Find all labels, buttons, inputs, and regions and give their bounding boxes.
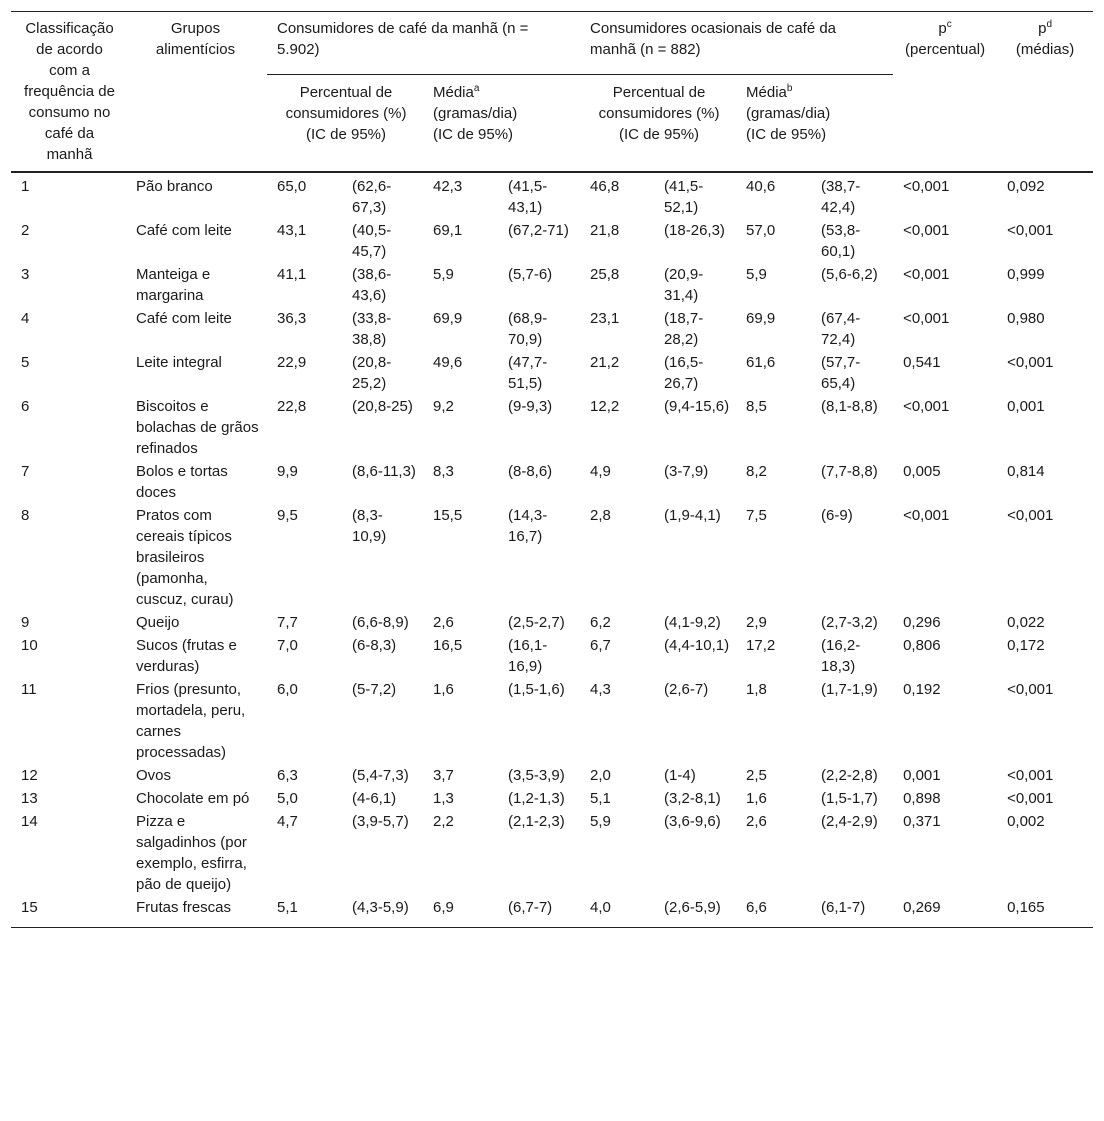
rank-cell: 15 [21, 899, 38, 916]
breakfast-pct-cell: 6,0 [277, 681, 298, 698]
breakfast-mean-ci-cell: (6,7-7) [508, 899, 553, 916]
breakfast-pct-cell: 7,0 [277, 637, 298, 654]
breakfast-pct-cell: 65,0 [277, 178, 307, 195]
breakfast-pct-cell: 6,3 [277, 767, 298, 784]
occasional-mean-cell: 2,5 [746, 767, 767, 784]
p-percentual-cell: 0,005 [903, 463, 941, 480]
p-percentual-cell: 0,192 [903, 681, 941, 698]
food-group-cell: Queijo [136, 614, 180, 631]
breakfast-pct-ci-cell: (5,4-7,3) [352, 767, 409, 784]
p-percentual-cell: 0,296 [903, 614, 941, 631]
occasional-pct-ci-cell: (16,5-26,7) [664, 354, 704, 392]
rank-cell: 9 [21, 614, 30, 631]
breakfast-mean-ci-cell: (67,2-71) [508, 222, 569, 239]
header-occasional-mean [736, 74, 893, 172]
breakfast-mean-ci-cell: (47,7-51,5) [508, 354, 548, 392]
rank-cell: 5 [21, 354, 30, 371]
table-row [11, 611, 1093, 634]
occasional-pct-ci-cell: (1-4) [664, 767, 696, 784]
breakfast-mean-cell: 5,9 [433, 266, 454, 283]
breakfast-pct-ci-cell: (20,8-25,2) [352, 354, 392, 392]
rank-cell: 2 [21, 222, 30, 239]
occasional-pct-ci-cell: (2,6-7) [664, 681, 709, 698]
rank-cell: 10 [21, 637, 38, 654]
p-medias-cell: 0,022 [1007, 614, 1045, 631]
breakfast-pct-cell: 43,1 [277, 222, 307, 239]
breakfast-pct-cell: 9,5 [277, 507, 298, 524]
table-row [11, 172, 1093, 219]
breakfast-pct-ci-cell: (3,9-5,7) [352, 813, 409, 830]
p-percentual-label: (percentual) [905, 41, 986, 58]
occasional-pct-cell: 23,1 [590, 310, 620, 327]
occasional-pct-ci-cell: (3,2-8,1) [664, 790, 721, 807]
breakfast-pct-ci-cell: (6-8,3) [352, 637, 397, 654]
occasional-mean-cell: 2,9 [746, 614, 767, 631]
occasional-mean-cell: 1,6 [746, 790, 767, 807]
p-percentual-cell: <0,001 [903, 178, 950, 195]
header-p-medias [997, 12, 1093, 173]
food-group-cell: Sucos (frutas e verduras) [136, 637, 237, 675]
rank-cell: 3 [21, 266, 30, 283]
breakfast-pct-ci-cell: (8,3-10,9) [352, 507, 387, 545]
p-medias-cell: 0,002 [1007, 813, 1045, 830]
occasional-pct-cell: 21,8 [590, 222, 620, 239]
p-percentual-cell: <0,001 [903, 310, 950, 327]
occasional-pct-cell: 46,8 [590, 178, 620, 195]
breakfast-pct-ci-cell: (8,6-11,3) [352, 463, 416, 480]
breakfast-mean-cell: 69,1 [433, 222, 463, 239]
breakfast-mean-footnote: a [473, 82, 480, 94]
occasional-mean-ci-cell: (57,7-65,4) [821, 354, 861, 392]
p-medias-cell: 0,814 [1007, 463, 1045, 480]
header-breakfast-pct: Percentual de consumidores (%) (IC de 95%) [285, 83, 407, 143]
breakfast-mean-ci-cell: (3,5-3,9) [508, 767, 565, 784]
p-medias-footnote: d [1046, 19, 1053, 30]
p-medias-cell: 0,172 [1007, 637, 1045, 654]
breakfast-pct-cell: 41,1 [277, 266, 307, 283]
breakfast-mean-cell: 1,3 [433, 790, 454, 807]
header-breakfast-consumers: Consumidores de café da manhã (n = 5.902) [267, 12, 580, 75]
breakfast-mean-ci-cell: (9-9,3) [508, 398, 553, 415]
occasional-pct-cell: 5,1 [590, 790, 611, 807]
occasional-mean-ci-cell: (6,1-7) [821, 899, 866, 916]
occasional-pct-ci-cell: (2,6-5,9) [664, 899, 721, 916]
occasional-mean-word: Média [746, 83, 787, 101]
table-row [11, 504, 1093, 611]
p-percentual-cell: <0,001 [903, 507, 950, 524]
occasional-mean-cell: 1,8 [746, 681, 767, 698]
table-row [11, 678, 1093, 764]
rank-cell: 11 [21, 681, 37, 698]
food-group-cell: Manteiga e margarina [136, 266, 211, 304]
breakfast-pct-ci-cell: (33,8-38,8) [352, 310, 392, 348]
breakfast-mean-ci-cell: (1,5-1,6) [508, 681, 565, 698]
table-row [11, 896, 1093, 928]
occasional-pct-ci-cell: (20,9-31,4) [664, 266, 704, 304]
food-group-cell: Chocolate em pó [136, 790, 250, 807]
breakfast-mean-word: Média [433, 83, 474, 101]
p-percentual-cell: <0,001 [903, 222, 950, 239]
breakfast-pct-cell: 22,9 [277, 354, 307, 371]
breakfast-food-groups-table [11, 11, 1093, 928]
occasional-mean-ci-cell: (2,4-2,9) [821, 813, 878, 830]
p-percentual-cell: 0,806 [903, 637, 941, 654]
p-medias-cell: <0,001 [1007, 767, 1054, 784]
occasional-mean-rest: (gramas/dia) (IC de 95%) [746, 104, 831, 143]
occasional-mean-cell: 61,6 [746, 354, 776, 371]
p-percentual-cell: 0,898 [903, 790, 941, 807]
header-rank: Classificação de acordo com a frequência de consumo no café da manhã [24, 20, 115, 163]
breakfast-pct-ci-cell: (4,3-5,9) [352, 899, 409, 916]
p-medias-cell: 0,980 [1007, 310, 1045, 327]
occasional-pct-cell: 25,8 [590, 266, 620, 283]
breakfast-pct-ci-cell: (38,6-43,6) [352, 266, 392, 304]
breakfast-pct-cell: 5,0 [277, 790, 298, 807]
occasional-pct-cell: 4,9 [590, 463, 611, 480]
food-group-cell: Frios (presunto, mortadela, peru, carnes processadas) [136, 681, 246, 761]
breakfast-mean-cell: 49,6 [433, 354, 463, 371]
breakfast-mean-cell: 15,5 [433, 507, 463, 524]
breakfast-mean-cell: 3,7 [433, 767, 454, 784]
occasional-mean-ci-cell: (5,6-6,2) [821, 266, 878, 283]
rank-cell: 13 [21, 790, 38, 807]
food-group-cell: Pão branco [136, 178, 213, 195]
rank-cell: 1 [21, 178, 30, 195]
breakfast-pct-cell: 4,7 [277, 813, 298, 830]
occasional-pct-cell: 21,2 [590, 354, 620, 371]
occasional-mean-ci-cell: (8,1-8,8) [821, 398, 878, 415]
p-medias-cell: 0,092 [1007, 178, 1045, 195]
breakfast-pct-cell: 36,3 [277, 310, 307, 327]
occasional-pct-ci-cell: (9,4-15,6) [664, 398, 730, 415]
occasional-mean-cell: 69,9 [746, 310, 776, 327]
p-medias-cell: <0,001 [1007, 681, 1054, 698]
rank-cell: 6 [21, 398, 30, 415]
occasional-pct-ci-cell: (3,6-9,6) [664, 813, 721, 830]
breakfast-mean-rest: (gramas/dia) (IC de 95%) [433, 104, 518, 143]
occasional-mean-ci-cell: (2,7-3,2) [821, 614, 878, 631]
p-medias-cell: <0,001 [1007, 222, 1054, 239]
rank-cell: 4 [21, 310, 30, 327]
occasional-mean-cell: 7,5 [746, 507, 767, 524]
breakfast-mean-ci-cell: (2,5-2,7) [508, 614, 565, 631]
table-row [11, 634, 1093, 678]
breakfast-pct-ci-cell: (6,6-8,9) [352, 614, 409, 631]
breakfast-pct-ci-cell: (5-7,2) [352, 681, 397, 698]
p-percentual-cell: 0,541 [903, 354, 941, 371]
occasional-mean-ci-cell: (1,5-1,7) [821, 790, 878, 807]
food-group-cell: Ovos [136, 767, 172, 784]
table-row [11, 395, 1093, 460]
occasional-pct-ci-cell: (4,1-9,2) [664, 614, 721, 631]
p-medias-label: (médias) [1015, 41, 1075, 58]
breakfast-pct-cell: 22,8 [277, 398, 307, 415]
breakfast-pct-ci-cell: (20,8-25) [352, 398, 413, 415]
food-group-cell: Café com leite [136, 310, 232, 327]
occasional-mean-cell: 6,6 [746, 899, 767, 916]
occasional-pct-cell: 4,0 [590, 899, 611, 916]
header-food-group: Grupos alimentícios [155, 20, 236, 58]
p-medias-cell: <0,001 [1007, 507, 1054, 524]
table-row [11, 764, 1093, 787]
breakfast-pct-cell: 5,1 [277, 899, 298, 916]
occasional-mean-cell: 57,0 [746, 222, 776, 239]
p-medias-symbol: p [1038, 20, 1047, 37]
breakfast-pct-ci-cell: (62,6-67,3) [352, 178, 392, 216]
rank-cell: 12 [21, 767, 38, 784]
occasional-mean-cell: 8,5 [746, 398, 767, 415]
breakfast-mean-ci-cell: (5,7-6) [508, 266, 553, 283]
food-group-cell: Biscoitos e bolachas de grãos refinados [136, 398, 259, 457]
occasional-mean-ci-cell: (7,7-8,8) [821, 463, 878, 480]
breakfast-mean-ci-cell: (2,1-2,3) [508, 813, 565, 830]
breakfast-mean-ci-cell: (16,1-16,9) [508, 637, 548, 675]
table-row [11, 810, 1093, 896]
occasional-pct-cell: 4,3 [590, 681, 611, 698]
occasional-pct-cell: 6,7 [590, 637, 611, 654]
breakfast-pct-cell: 9,9 [277, 463, 298, 480]
breakfast-mean-cell: 2,6 [433, 614, 454, 631]
table-row [11, 351, 1093, 395]
p-percentual-symbol: p [938, 20, 947, 37]
breakfast-mean-cell: 6,9 [433, 899, 454, 916]
table-row [11, 307, 1093, 351]
breakfast-mean-ci-cell: (41,5-43,1) [508, 178, 548, 216]
table-body [11, 172, 1093, 928]
occasional-mean-ci-cell: (1,7-1,9) [821, 681, 878, 698]
breakfast-pct-ci-cell: (40,5-45,7) [352, 222, 392, 260]
occasional-mean-cell: 40,6 [746, 178, 776, 195]
occasional-pct-cell: 6,2 [590, 614, 611, 631]
breakfast-mean-cell: 16,5 [433, 637, 463, 654]
food-group-cell: Pratos com cereais típicos brasileiros (pamonha, cuscuz, curau) [136, 507, 234, 608]
occasional-mean-cell: 17,2 [746, 637, 776, 654]
occasional-mean-cell: 8,2 [746, 463, 767, 480]
breakfast-mean-ci-cell: (14,3-16,7) [508, 507, 548, 545]
table-row [11, 787, 1093, 810]
table-row [11, 219, 1093, 263]
header-breakfast-mean [423, 74, 580, 172]
breakfast-pct-cell: 7,7 [277, 614, 298, 631]
occasional-pct-cell: 2,0 [590, 767, 611, 784]
breakfast-mean-cell: 42,3 [433, 178, 463, 195]
occasional-pct-ci-cell: (18-26,3) [664, 222, 725, 239]
rank-cell: 8 [21, 507, 30, 524]
p-percentual-cell: <0,001 [903, 398, 950, 415]
breakfast-mean-cell: 8,3 [433, 463, 454, 480]
p-percentual-cell: <0,001 [903, 266, 950, 283]
occasional-mean-cell: 5,9 [746, 266, 767, 283]
p-percentual-cell: 0,001 [903, 767, 941, 784]
occasional-mean-ci-cell: (6-9) [821, 507, 853, 524]
p-percentual-cell: 0,269 [903, 899, 941, 916]
p-medias-cell: <0,001 [1007, 354, 1054, 371]
occasional-pct-ci-cell: (4,4-10,1) [664, 637, 730, 654]
occasional-pct-ci-cell: (3-7,9) [664, 463, 709, 480]
breakfast-pct-ci-cell: (4-6,1) [352, 790, 397, 807]
breakfast-mean-ci-cell: (68,9-70,9) [508, 310, 548, 348]
occasional-pct-cell: 5,9 [590, 813, 611, 830]
occasional-mean-ci-cell: (38,7-42,4) [821, 178, 861, 216]
food-group-cell: Pizza e salgadinhos (por exemplo, esfirra, pão de queijo) [136, 813, 247, 893]
table-row [11, 263, 1093, 307]
breakfast-mean-cell: 9,2 [433, 398, 454, 415]
occasional-pct-ci-cell: (41,5-52,1) [664, 178, 704, 216]
breakfast-mean-cell: 69,9 [433, 310, 463, 327]
occasional-pct-ci-cell: (18,7-28,2) [664, 310, 704, 348]
food-group-cell: Café com leite [136, 222, 232, 239]
occasional-pct-cell: 12,2 [590, 398, 620, 415]
header-occasional-pct: Percentual de consumidores (%) (IC de 95%) [598, 83, 720, 143]
occasional-pct-cell: 2,8 [590, 507, 611, 524]
p-percentual-footnote: c [946, 19, 952, 30]
occasional-mean-footnote: b [786, 82, 793, 94]
header-p-percentual [893, 12, 997, 173]
breakfast-mean-cell: 1,6 [433, 681, 454, 698]
occasional-mean-ci-cell: (16,2-18,3) [821, 637, 861, 675]
p-medias-cell: 0,165 [1007, 899, 1045, 916]
occasional-pct-ci-cell: (1,9-4,1) [664, 507, 721, 524]
food-group-cell: Frutas frescas [136, 899, 232, 916]
p-percentual-cell: 0,371 [903, 813, 941, 830]
occasional-mean-ci-cell: (53,8-60,1) [821, 222, 861, 260]
rank-cell: 14 [21, 813, 38, 830]
occasional-mean-ci-cell: (2,2-2,8) [821, 767, 878, 784]
breakfast-mean-ci-cell: (1,2-1,3) [508, 790, 565, 807]
occasional-mean-ci-cell: (67,4-72,4) [821, 310, 861, 348]
occasional-mean-cell: 2,6 [746, 813, 767, 830]
food-group-cell: Bolos e tortas doces [136, 463, 228, 501]
p-medias-cell: 0,001 [1007, 398, 1045, 415]
breakfast-mean-cell: 2,2 [433, 813, 454, 830]
table-row [11, 460, 1093, 504]
p-medias-cell: <0,001 [1007, 790, 1054, 807]
p-medias-cell: 0,999 [1007, 266, 1045, 283]
header-occasional-consumers: Consumidores ocasionais de café da manhã (n = 882) [580, 12, 893, 75]
rank-cell: 7 [21, 463, 30, 480]
breakfast-mean-ci-cell: (8-8,6) [508, 463, 553, 480]
food-group-cell: Leite integral [136, 354, 222, 371]
